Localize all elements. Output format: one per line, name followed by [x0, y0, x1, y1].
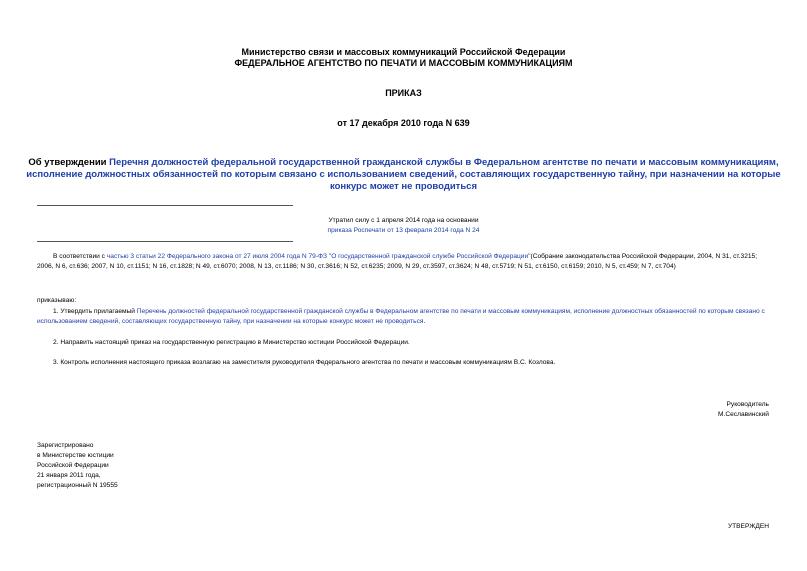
divider-top — [37, 205, 293, 206]
title-line-1 — [0, 157, 807, 169]
preamble-text-1: В соответствии с — [53, 253, 107, 260]
title-prefix: Об утверждении — [28, 157, 110, 168]
order-word: приказываю: — [37, 297, 77, 304]
signature-name: М.Сеславинский — [718, 410, 769, 418]
status-note — [0, 216, 807, 235]
registration-block — [37, 441, 118, 491]
approved-label: УТВЕРЖДЕН — [727, 523, 769, 530]
item1-suffix: . — [423, 317, 426, 325]
signature-block — [718, 400, 769, 419]
registration-line-5: регистрационный N 19555 — [37, 482, 118, 489]
agency-name: ФЕДЕРАЛЬНОЕ АГЕНТСТВО ПО ПЕЧАТИ И МАССОВЫМ КОММУНИКАЦИЯМ — [234, 58, 573, 68]
item1-prefix: 1. Утвердить прилагаемый — [53, 308, 137, 315]
law-link[interactable]: частью 3 статьи 22 Федерального закона от 27 июля 2004 года N 79-ФЗ "О государственной гражданской службе Российской Федерации" — [106, 253, 531, 260]
registration-line-1: Зарегистрировано — [37, 442, 94, 449]
preamble-text-2: (Собрание законодательства Российской Федерации, 2004, N 31, ст.3215; 2006, N 6, ст.636; 2007, N 10, ст.1151; N 16, ст.1828; N 49, ст.6070; 2008, N 13, ст.1186; N 30, ст.3616; N 52, ст.6235; 2009, N 29, ст.3597, ст.3624; N 48, ст.5719; N 51, ст.6150, ст.6159; 2010, N 5, ст.459; N 7, ст.704) — [37, 253, 758, 270]
status-note-text: Утратил силу с 1 апреля 2014 года на основании — [328, 217, 479, 224]
ministry-name: Министерство связи и массовых коммуникаций Российской Федерации — [241, 47, 566, 57]
registration-line-4: 21 января 2011 года, — [37, 472, 101, 479]
order-item-2 — [37, 338, 771, 348]
order-item-1 — [37, 307, 771, 326]
status-note-link[interactable]: приказа Роспечати от 13 февраля 2014 года N 24 — [327, 226, 480, 234]
registration-line-3: Российской Федерации — [37, 462, 109, 469]
divider-bottom — [37, 241, 293, 242]
doc-date-number: от 17 декабря 2010 года N 639 — [337, 118, 470, 128]
registration-line-2: в Министерстве юстиции — [37, 452, 114, 459]
preamble — [37, 252, 771, 271]
order-item-3 — [37, 358, 771, 368]
title-link-part-1[interactable]: Перечня должностей федеральной государственной гражданской службы в Федеральном агентстве по печати и массовым коммуникациям, — [109, 157, 779, 168]
item3-text: 3. Контроль исполнения настоящего приказа возлагаю на заместителя руководителя Федерального агентства по печати и массовым коммуникациям В.С. Козлова. — [53, 359, 556, 366]
item2-text: 2. Направить настоящий приказ на государственную регистрацию в Министерство юстиции Российской Федерации. — [53, 339, 410, 346]
doc-title — [0, 157, 807, 193]
title-link-part-2[interactable]: исполнение должностных обязанностей по которым связано с использованием сведений, составляющих государственную тайну, при назначении на которые — [26, 169, 781, 180]
signature-position: Руководитель — [726, 401, 769, 408]
title-link-part-3[interactable]: конкурс может не проводиться — [329, 181, 478, 192]
list-link[interactable]: Перечень должностей федеральной государственной гражданской службы в Федеральном агентстве по печати и массовым коммуникациям, исполнение должностных обязанностей по которым связано с использованием сведений, составляющих государственную тайну, при назначении на которые конкурс может не проводиться — [37, 308, 765, 325]
doc-type: ПРИКАЗ — [385, 88, 422, 98]
